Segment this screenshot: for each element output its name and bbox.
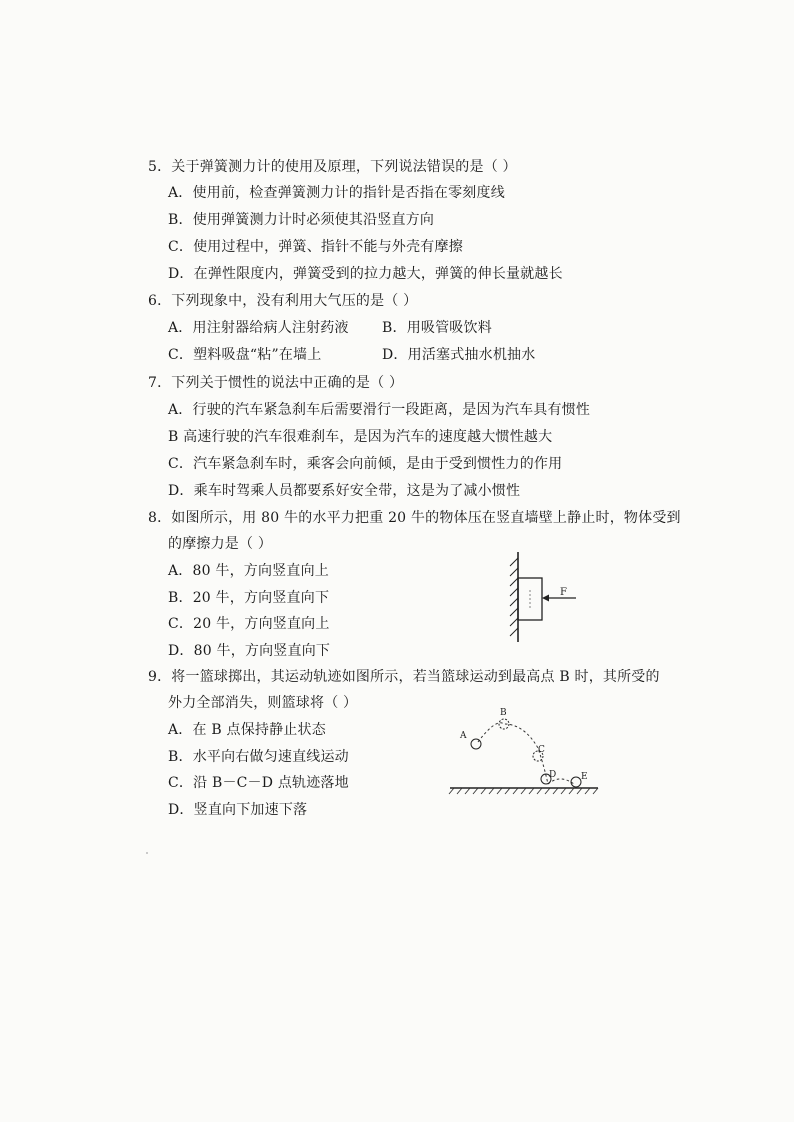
question-7-option-a: A．行驶的汽车紧急刹车后需要滑行一段距离，是因为汽车具有惯性 (168, 402, 591, 418)
question-9-stem-continued: 外力全部消失，则篮球将（ ） (168, 695, 358, 711)
question-9-stem: 9．将一篮球掷出，其运动轨迹如图所示，若当篮球运动到最高点 B 时，其所受的 (148, 669, 660, 685)
point-label-b: B (500, 708, 507, 718)
question-6-stem: 6．下列现象中，没有利用大气压的是（ ） (148, 293, 418, 309)
question-6-option-d: D．用活塞式抽水机抽水 (382, 347, 536, 363)
ground-hatching (449, 788, 598, 794)
question-8-stem: 8．如图所示，用 80 牛的水平力把重 20 牛的物体压在竖直墙壁上静止时，物体受到 (148, 510, 681, 526)
question-6-option-b: B．用吸管吸饮料 (382, 320, 492, 336)
question-9-option-a: A．在 B 点保持静止状态 (168, 722, 326, 738)
ball-a (471, 739, 481, 749)
question-7-option-b: B 高速行驶的汽车很难刹车，是因为汽车的速度越大惯性越大 (168, 429, 553, 445)
wall-hatching (510, 558, 518, 636)
question-5-option-d: D．在弹性限度内，弹簧受到的拉力越大，弹簧的伸长量就越长 (168, 266, 563, 282)
question-9-option-c: C．沿 B－C－D 点轨迹落地 (168, 775, 349, 791)
point-label-c: C (538, 745, 545, 755)
point-label-d: D (549, 770, 557, 780)
question-9-option-d: D．竖直向下加速下落 (168, 802, 308, 818)
question-8-option-c: C．20 牛，方向竖直向上 (168, 616, 330, 632)
question-7-option-d: D．乘车时驾乘人员都要系好安全带，这是为了减小惯性 (168, 483, 521, 499)
question-6-option-c: C．塑料吸盘“粘”在墙上 (168, 347, 322, 363)
question-8-stem-continued: 的摩擦力是（ ） (168, 536, 273, 552)
force-arrow-head (542, 595, 549, 602)
scan-speck (146, 852, 148, 854)
wall-block-force-diagram (498, 548, 582, 648)
ball-e (571, 777, 581, 787)
question-9-option-b: B．水平向右做匀速直线运动 (168, 749, 349, 765)
question-8-option-d: D．80 牛，方向竖直向下 (168, 643, 331, 659)
force-label: F (560, 587, 567, 598)
question-8-option-b: B．20 牛，方向竖直向下 (168, 590, 330, 606)
basketball-trajectory-diagram (448, 700, 600, 800)
question-7-stem: 7．下列关于惯性的说法中正确的是（ ） (148, 375, 404, 391)
question-6-option-a: A．用注射器给病人注射药液 (168, 320, 349, 336)
question-5-option-a: A．使用前，检查弹簧测力计的指针是否指在零刻度线 (168, 185, 505, 201)
question-7-option-c: C．汽车紧急刹车时，乘客会向前倾，是由于受到惯性力的作用 (168, 456, 563, 472)
point-label-e: E (581, 772, 588, 782)
point-label-a: A (460, 731, 467, 741)
question-8-option-a: A．80 牛，方向竖直向上 (168, 563, 329, 579)
question-5-option-c: C．使用过程中，弹簧、指针不能与外壳有摩擦 (168, 239, 463, 255)
question-5-stem: 5．关于弹簧测力计的使用及原理，下列说法错误的是（ ） (148, 159, 517, 175)
question-5-option-b: B．使用弹簧测力计时必须使其沿竖直方向 (168, 212, 435, 228)
